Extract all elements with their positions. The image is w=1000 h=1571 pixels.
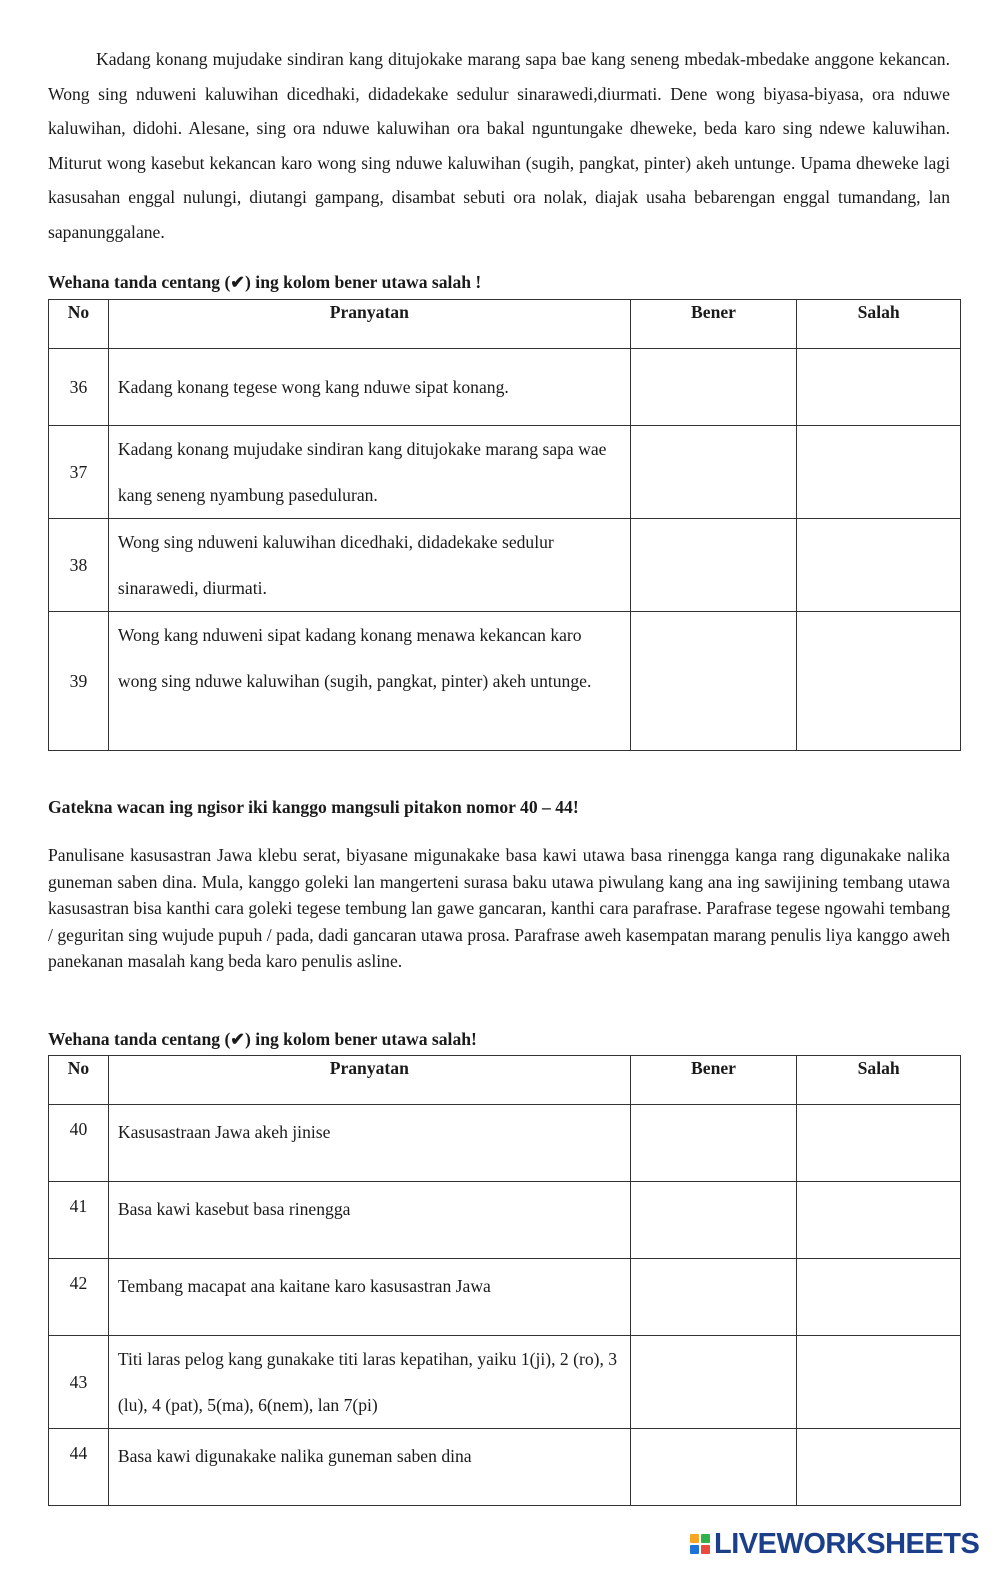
answer-cell-true[interactable]	[630, 1336, 797, 1429]
answer-cell-false[interactable]	[797, 1105, 961, 1182]
row-number: 36	[49, 349, 109, 426]
row-statement: Basa kawi digunakake nalika guneman saben dina	[108, 1429, 630, 1506]
header-no: No	[49, 1056, 109, 1105]
table-row	[49, 519, 961, 612]
header-no: No	[49, 300, 109, 349]
row-number: 42	[49, 1259, 109, 1336]
reading-passage-2: Panulisane kasusastran Jawa klebu serat, biyasane migunakake basa kawi utawa basa rinengga kanga rang digunakake nalika guneman saben dina. Mula, kanggo goleki lan mangerteni surasa baku utawa piwulang kang ana ing sawijining tembang utawa kasusastran bisa kanthi cara goleki tegese tembung lan gawe gancaran, kanthi cara parafrase. Parafrase tegese ngowahi tembang / geguritan sing wujude pupuh / pada, dadi gancaran utawa prosa. Parafrase aweh kasempatan marang penulis liya kanggo aweh panekanan masalah kang beda karo penulis asline.	[48, 845, 950, 972]
table-row	[49, 1105, 961, 1182]
row-number: 37	[49, 426, 109, 519]
reading-passage-1: Kadang konang mujudake sindiran kang ditujokake marang sapa bae kang seneng mbedak-mbedake anggone kekancan. Wong sing nduweni kaluwihan dicedhaki, didadekake sedulur sinarawedi,diurmati. Dene wong biyasa-biyasa, ora nduwe kaluwihan, didohi. Alesane, sing ora nduwe kaluwihan ora bakal nguntungake dheweke, beda karo sing ndewe kaluwihan. Miturut wong kasebut kekancan karo wong sing nduwe kaluwihan (sugih, pangkat, pinter) akeh untunge. Upama dheweke lagi kasusahan enggal nulungi, diutangi gampang, disambat sebuti ora nolak, diajak usaha bebarengan enggal tumandang, lan sapanunggalane.	[48, 49, 950, 242]
answer-cell-true[interactable]	[630, 426, 797, 519]
logo-block	[690, 1545, 699, 1554]
table-header-row	[49, 1056, 961, 1105]
table-row	[49, 612, 961, 751]
answer-cell-false[interactable]	[797, 1336, 961, 1429]
header-false: Salah	[797, 300, 961, 349]
row-number: 40	[49, 1105, 109, 1182]
row-statement: Titi laras pelog kang gunakake titi laras kepatihan, yaiku 1(ji), 2 (ro), 3 (lu), 4 (pat), 5(ma), 6(nem), lan 7(pi)	[108, 1336, 630, 1429]
row-number: 44	[49, 1429, 109, 1506]
true-false-table-1	[48, 299, 961, 751]
answer-cell-true[interactable]	[630, 1429, 797, 1506]
answer-cell-true[interactable]	[630, 519, 797, 612]
logo-block	[690, 1534, 699, 1543]
header-false: Salah	[797, 1056, 961, 1105]
liveworksheets-logo-icon	[690, 1534, 710, 1554]
answer-cell-false[interactable]	[797, 612, 961, 751]
answer-cell-false[interactable]	[797, 519, 961, 612]
row-statement: Wong kang nduweni sipat kadang konang menawa kekancan karo wong sing nduwe kaluwihan (sugih, pangkat, pinter) akeh untunge.	[108, 612, 630, 751]
instruction-heading-2: Gatekna wacan ing ngisor iki kanggo mangsuli pitakon nomor 40 – 44!	[48, 797, 579, 817]
answer-cell-false[interactable]	[797, 1259, 961, 1336]
row-statement: Kasusastraan Jawa akeh jinise	[108, 1105, 630, 1182]
table-row	[49, 426, 961, 519]
header-true: Bener	[630, 1056, 797, 1105]
answer-cell-true[interactable]	[630, 1259, 797, 1336]
table-row	[49, 1429, 961, 1506]
table-row	[49, 1259, 961, 1336]
true-false-table-2	[48, 1055, 961, 1506]
answer-cell-false[interactable]	[797, 1182, 961, 1259]
table-row	[49, 349, 961, 426]
row-number: 43	[49, 1336, 109, 1429]
answer-cell-true[interactable]	[630, 349, 797, 426]
row-number: 41	[49, 1182, 109, 1259]
liveworksheets-logo	[690, 1524, 979, 1564]
row-number: 38	[49, 519, 109, 612]
row-statement: Kadang konang tegese wong kang nduwe sipat konang.	[108, 349, 630, 426]
table-header-row	[49, 300, 961, 349]
instruction-heading-3: Wehana tanda centang (✔) ing kolom bener utawa salah!	[48, 1029, 477, 1049]
header-statement: Pranyatan	[108, 300, 630, 349]
header-true: Bener	[630, 300, 797, 349]
logo-text: LIVEWORKSHEETS	[714, 1527, 980, 1560]
answer-cell-true[interactable]	[630, 1182, 797, 1259]
answer-cell-false[interactable]	[797, 426, 961, 519]
row-statement: Basa kawi kasebut basa rinengga	[108, 1182, 630, 1259]
table-row	[49, 1182, 961, 1259]
logo-block	[701, 1534, 710, 1543]
row-statement: Tembang macapat ana kaitane karo kasusastran Jawa	[108, 1259, 630, 1336]
answer-cell-false[interactable]	[797, 349, 961, 426]
answer-cell-false[interactable]	[797, 1429, 961, 1506]
table-row	[49, 1336, 961, 1429]
answer-cell-true[interactable]	[630, 612, 797, 751]
answer-cell-true[interactable]	[630, 1105, 797, 1182]
row-statement: Wong sing nduweni kaluwihan dicedhaki, didadekake sedulur sinarawedi, diurmati.	[108, 519, 630, 612]
row-statement: Kadang konang mujudake sindiran kang ditujokake marang sapa wae kang seneng nyambung paseduluran.	[108, 426, 630, 519]
logo-block	[701, 1545, 710, 1554]
row-number: 39	[49, 612, 109, 751]
header-statement: Pranyatan	[108, 1056, 630, 1105]
instruction-heading-1: Wehana tanda centang (✔) ing kolom bener utawa salah !	[48, 272, 482, 292]
